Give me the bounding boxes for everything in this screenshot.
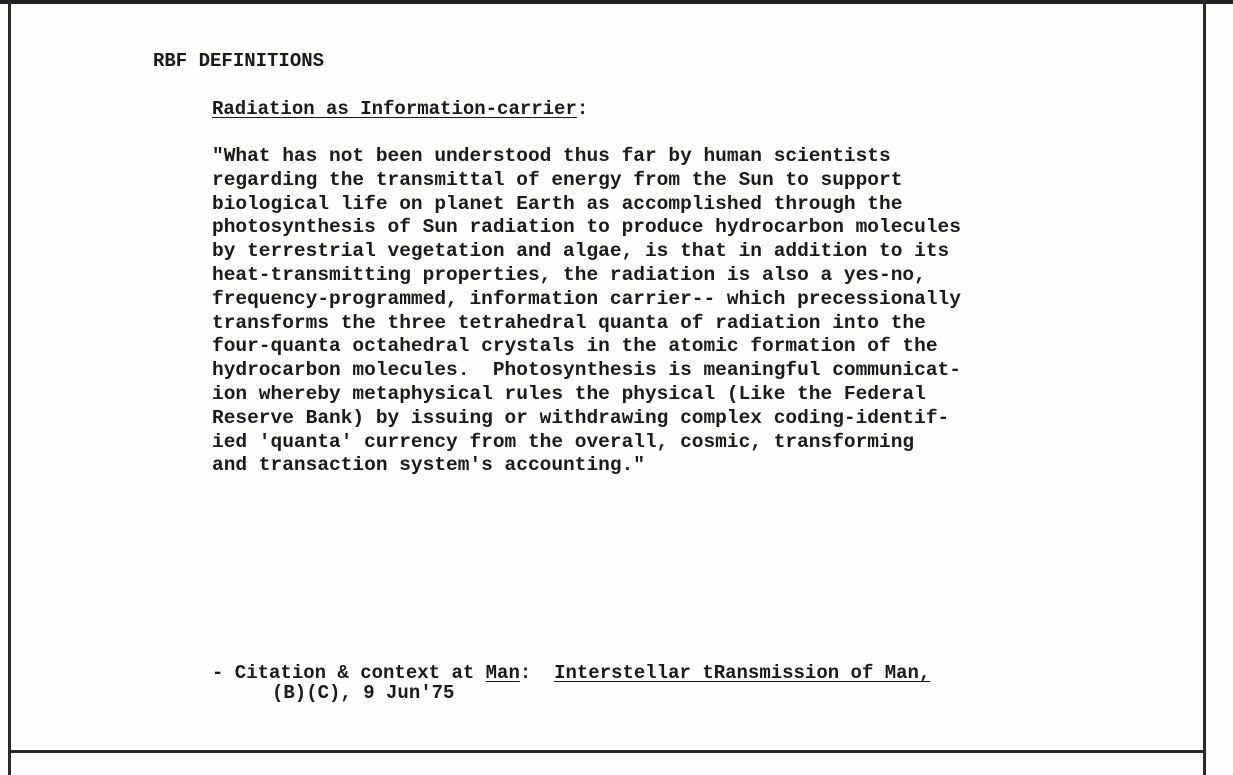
citation-prefix: - Citation & context at — [212, 662, 486, 684]
quotation-line: ion whereby metaphysical rules the physical (Like the Federal — [212, 382, 926, 405]
quotation-line: by terrestrial vegetation and algae, is that in addition to its — [212, 240, 950, 263]
quotation-line: "What has not been understood thus far by human scientists — [212, 145, 891, 167]
quotation-line: frequency-programmed, information carrier-- which precessionally — [212, 287, 961, 310]
citation-separator: : — [519, 662, 555, 684]
card-bottom-border — [8, 750, 1206, 753]
citation-topic: Man — [485, 662, 520, 684]
quotation-line: and transaction system's accounting." — [212, 454, 645, 477]
citation-detail: (B)(C), 9 Jun'75 — [272, 682, 455, 704]
definition-title — [212, 98, 588, 120]
card-right-border — [1203, 0, 1206, 775]
quotation-line: heat-transmitting properties, the radiation is also a yes-no, — [212, 263, 926, 286]
quotation-line: transforms the three tetrahedral quanta of radiation into the — [212, 311, 926, 334]
quotation-body — [212, 145, 1172, 478]
card-top-border — [0, 0, 1233, 4]
quotation-line: ied 'quanta' currency from the overall, cosmic, transforming — [212, 430, 915, 453]
card-left-border — [8, 0, 11, 775]
definition-title-text: Radiation as Information-carrier — [212, 98, 577, 120]
quotation-line: photosynthesis of Sun radiation to produce hydrocarbon molecules — [212, 216, 961, 239]
card-heading: RBF DEFINITIONS — [153, 50, 325, 72]
definition-title-colon: : — [576, 98, 589, 120]
quotation-line: Reserve Bank) by issuing or withdrawing complex coding-identif- — [212, 406, 950, 429]
citation-source: Interstellar tRansmission of Man, — [554, 662, 931, 684]
quotation-line: hydrocarbon molecules. Photosynthesis is meaningful communicat- — [212, 359, 961, 382]
quotation-line: biological life on planet Earth as accomplished through the — [212, 192, 903, 215]
quotation-line: regarding the transmittal of energy from the Sun to support — [212, 168, 903, 191]
quotation-line: four-quanta octahedral crystals in the atomic formation of the — [212, 335, 938, 358]
citation-line — [212, 662, 930, 684]
